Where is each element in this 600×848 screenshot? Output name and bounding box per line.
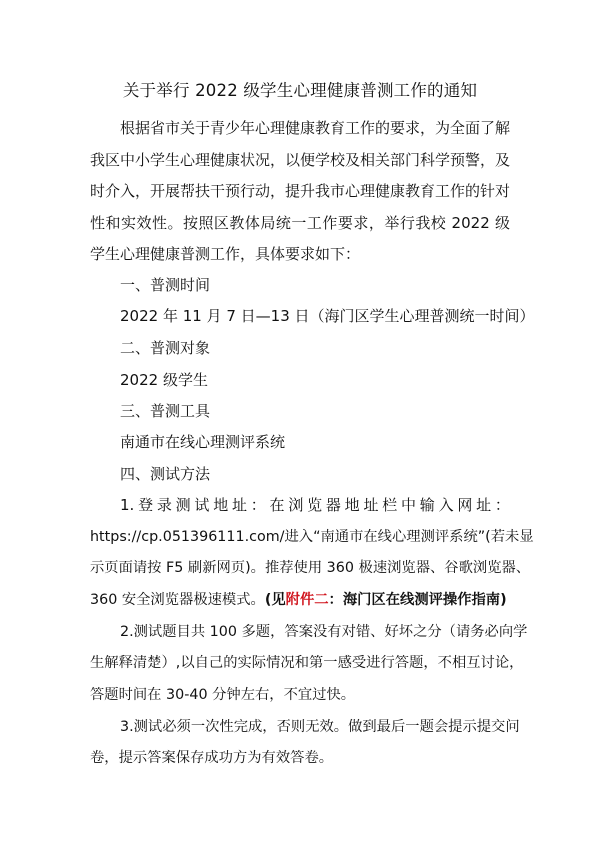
item-1-char: 址 <box>476 496 492 514</box>
item-1-char: 址 <box>363 496 379 514</box>
item-1-char: ： <box>250 496 266 514</box>
section-2-content: 2022 级学生 <box>120 371 208 389</box>
item-1-line-3: 示页面请按 F5 刷新网页)。推荐使用 360 极速浏览器、谷歌浏览器、 <box>90 560 531 576</box>
section-1-content: 2022 年 11 月 7 日—13 日（海门区学生心理普测统一时间） <box>120 307 535 325</box>
section-1-heading: 一、普测时间 <box>120 276 211 294</box>
section-2-heading: 二、普测对象 <box>120 339 211 357</box>
attachment-reference: 附件二 <box>285 592 329 608</box>
section-3-content: 南通市在线心理测评系统 <box>120 433 286 451</box>
item-1-line-4-bold-open: (见 <box>264 592 286 608</box>
item-2-line-3: 答题时间在 30-40 分钟左右，不宜过快。 <box>90 687 356 703</box>
item-2-line-2: 生解释清楚）,以自己的实际情况和第一感受进行答题，不相互讨论， <box>90 655 524 671</box>
item-1-char: 地 <box>344 496 360 514</box>
item-1-char: 登 <box>138 496 154 514</box>
item-1-char: 入 <box>438 496 454 514</box>
item-1-char: 录 <box>156 496 172 514</box>
intro-paragraph: 根据省市关于青少年心理健康教育工作的要求，为全面了解我区中小学生心理健康状况，以便学校及相关部门科学预警，及时介入，开展帮扶干预行动，提升我市心理健康教育工作的针对性和实效性。按照区教体局统一工作要求，举行我校 2022 级学生心理健康普测工作，具体要求如下： <box>90 119 511 263</box>
item-1-char: 栏 <box>382 496 398 514</box>
item-1-line-2: https://cp.051396111.com/进入“南通市在线心理测评系统”(若未显 <box>90 529 534 545</box>
item-1-line-4-prefix: 360 安全浏览器极速模式。 <box>90 592 265 608</box>
item-1-char: 1. <box>120 496 135 514</box>
item-1-char: 在 <box>269 496 285 514</box>
item-1-char: ： <box>494 496 510 514</box>
item-1-char: 器 <box>325 496 341 514</box>
item-1-char: 测 <box>175 496 191 514</box>
section-4-heading: 四、测试方法 <box>120 465 211 483</box>
item-1-char: 网 <box>457 496 473 514</box>
document-title: 关于举行 2022 级学生心理健康普测工作的通知 <box>122 81 478 100</box>
item-1-char: 址 <box>231 496 247 514</box>
item-2-line-1: 2.测试题目共 100 多题，答案没有对错、好坏之分（请务必向学 <box>120 624 528 640</box>
item-1-char: 览 <box>307 496 323 514</box>
item-1-char: 浏 <box>288 496 304 514</box>
item-1-line-4-bold-close: ：海门区在线测评操作指南) <box>328 592 507 608</box>
item-1-char: 中 <box>401 496 417 514</box>
section-3-heading: 三、普测工具 <box>120 402 211 420</box>
item-1-char: 地 <box>213 496 229 514</box>
item-1-char: 试 <box>194 496 210 514</box>
item-1-line-1 <box>120 490 510 522</box>
item-1-line-4 <box>90 585 510 617</box>
item-3-line-2: 卷，提示答案保存成功方为有效答卷。 <box>90 750 334 766</box>
item-3-line-1: 3.测试必须一次性完成，否则无效。做到最后一题会提示提交问 <box>120 719 520 735</box>
item-1-char: 输 <box>419 496 435 514</box>
